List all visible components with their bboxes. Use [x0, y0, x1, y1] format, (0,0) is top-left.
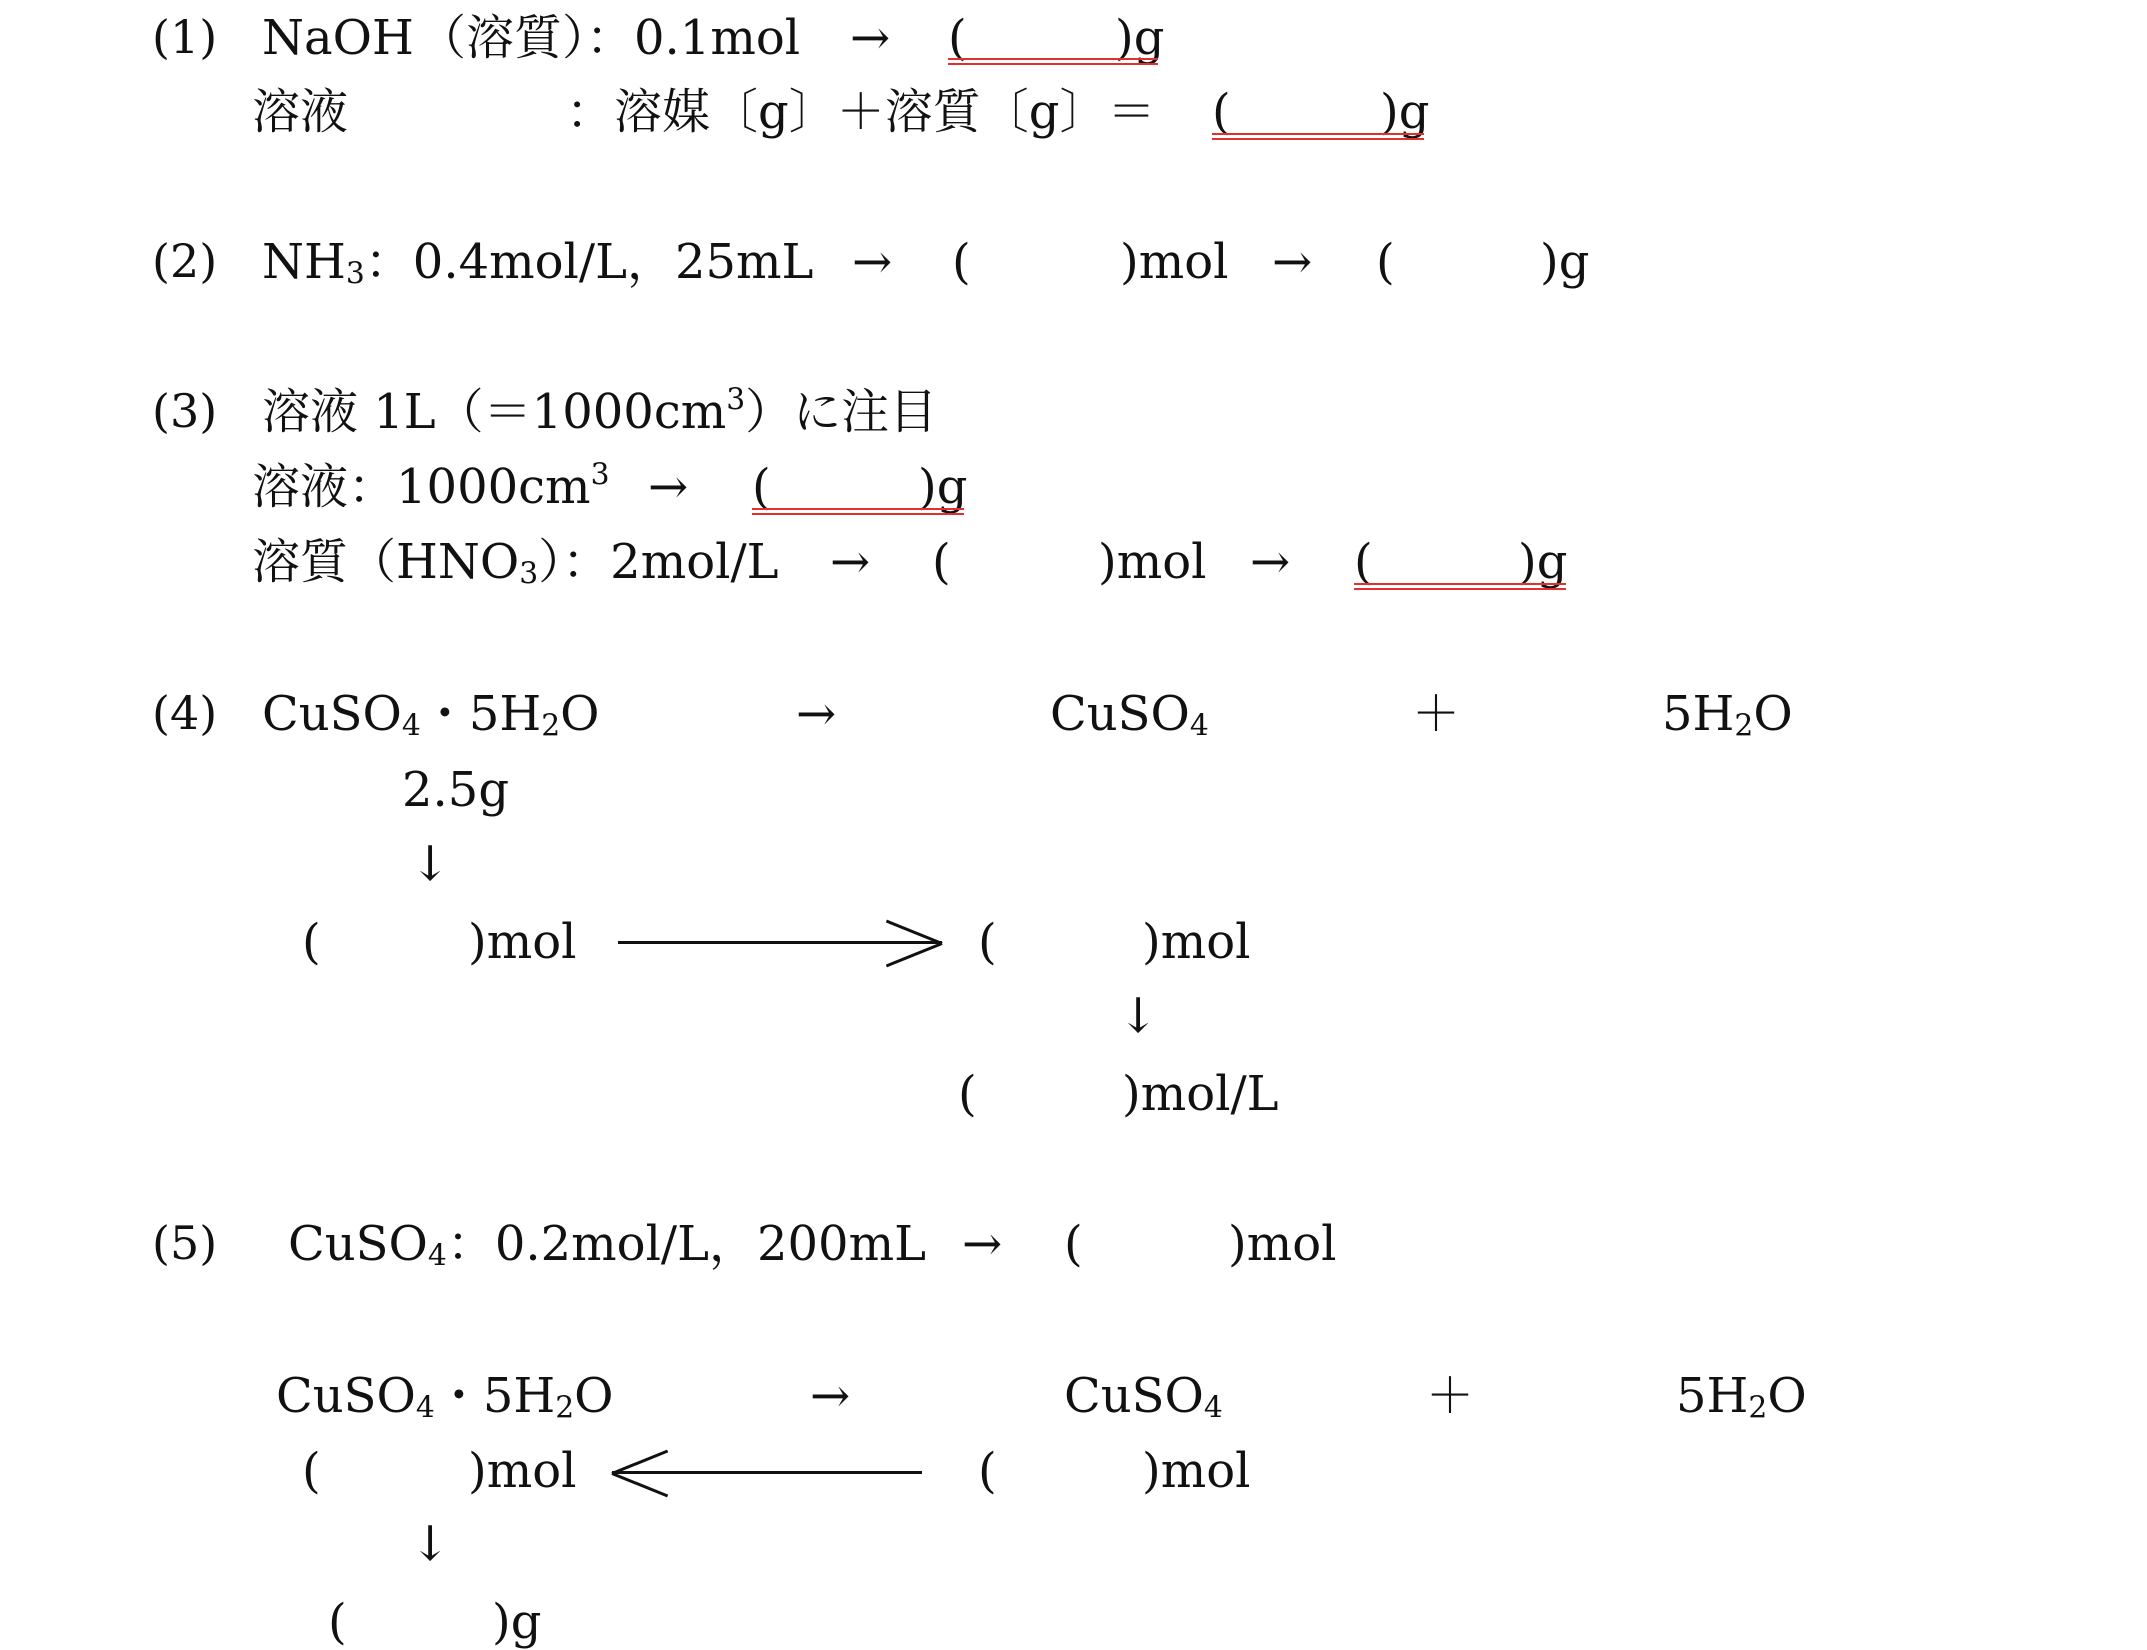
arrow: → [852, 234, 893, 290]
blank-close-unit: )mol [468, 914, 577, 970]
subscript: 4 [427, 1238, 447, 1274]
question-number: (5) [152, 1216, 218, 1270]
blank-close-unit: )g [1540, 234, 1590, 290]
solute-text: 溶質（HNO [252, 534, 520, 590]
arrow: → [962, 1216, 1003, 1272]
product-5h2o [1662, 686, 1793, 744]
subscript: 2 [1748, 1390, 1768, 1426]
blank-close-unit: )mol [1142, 1443, 1251, 1499]
mass-sum-expression: ：溶媒〔g〕＋溶質〔g〕＝ [566, 84, 1156, 140]
blank-open: ( [932, 534, 951, 590]
formula-part: CuSO [288, 1216, 428, 1272]
answer-underline [752, 508, 964, 515]
plus-sign: ＋ [1412, 686, 1461, 742]
formula-part: CuSO [1050, 686, 1190, 742]
blank-open: ( [978, 914, 997, 970]
answer-underline [1212, 133, 1424, 140]
formula-part: CuSO [276, 1368, 416, 1424]
arrow: → [1250, 534, 1291, 590]
cuso4-solution [288, 1216, 926, 1274]
given-mass: 2.5g [402, 762, 510, 818]
blank-open: ( [1212, 84, 1231, 140]
left-arrow-line [612, 1471, 922, 1474]
formula-nh3 [262, 234, 814, 292]
product-cuso4 [1050, 686, 1209, 744]
reactant-cuso4-5h2o [262, 686, 600, 744]
formula-part: O [560, 686, 600, 742]
blank-close-unit: )mol/L [1122, 1066, 1279, 1122]
blank-close-unit: )mol [1142, 914, 1251, 970]
intro-text-end: ）に注目 [745, 384, 938, 440]
formula-part: 5H [1676, 1368, 1749, 1424]
reaction-arrow: → [796, 686, 837, 742]
subscript: 4 [1189, 708, 1209, 744]
blank-close-unit: )mol [468, 1443, 577, 1499]
answer-underline [948, 58, 1158, 65]
blank-open: ( [302, 1443, 321, 1499]
formula-part: 5H [1662, 686, 1735, 742]
formula-part: ・5H [434, 1368, 556, 1424]
subscript: 4 [1203, 1390, 1223, 1426]
blank-open: ( [1064, 1216, 1083, 1272]
right-arrow-line [618, 941, 942, 944]
blank-close-unit: )g [492, 1594, 542, 1650]
formula-main: NH [262, 234, 346, 290]
solute-amount: （溶質）：0.1mol [418, 10, 801, 66]
solution-label: 溶液 [252, 84, 349, 140]
concentration-volume: ：0.2mol/L，200mL [446, 1216, 926, 1272]
blank-open: ( [328, 1594, 347, 1650]
blank-close-unit: )g [918, 459, 968, 515]
formula-part: CuSO [1064, 1368, 1204, 1424]
formula-naoh: NaOH [262, 10, 414, 66]
product-5h2o [1676, 1368, 1807, 1426]
blank-open: ( [948, 10, 967, 66]
blank-close-unit: )mol [1120, 234, 1229, 290]
formula-part: O [574, 1368, 614, 1424]
intro-text: 溶液 1L（＝1000cm [262, 384, 727, 440]
product-cuso4 [1064, 1368, 1223, 1426]
solution-volume-text: 溶液：1000cm [252, 459, 591, 515]
formula-part: O [1767, 1368, 1807, 1424]
arrow: → [1272, 234, 1313, 290]
subscript: 3 [345, 256, 365, 292]
blank-open: ( [952, 234, 971, 290]
superscript: 3 [590, 457, 610, 493]
superscript: 3 [726, 382, 746, 418]
blank-open: ( [978, 1443, 997, 1499]
arrow: → [830, 534, 871, 590]
blank-open: ( [1376, 234, 1395, 290]
formula-part: CuSO [262, 686, 402, 742]
reaction-arrow: → [810, 1368, 851, 1424]
subscript: 3 [519, 556, 539, 592]
subscript: 4 [415, 1390, 435, 1426]
arrow: → [648, 459, 689, 515]
question-number: (2) [152, 234, 218, 288]
blank-open: ( [752, 459, 771, 515]
answer-underline [1354, 583, 1566, 590]
arrow: → [850, 10, 891, 66]
blank-close-unit: )mol [1098, 534, 1207, 590]
plus-sign: ＋ [1426, 1368, 1475, 1424]
blank-close-unit: )g [1518, 534, 1568, 590]
reactant-cuso4-5h2o [276, 1368, 614, 1426]
subscript: 2 [541, 708, 561, 744]
blank-open: ( [958, 1066, 977, 1122]
subscript: 4 [401, 708, 421, 744]
subscript: 2 [555, 1390, 575, 1426]
down-arrow: ↓ [1118, 988, 1159, 1044]
question-number: (1) [152, 10, 218, 64]
question-number: (3) [152, 384, 218, 438]
blank-close-unit: )mol [1228, 1216, 1337, 1272]
formula-part: ・5H [420, 686, 542, 742]
formula-part: O [1753, 686, 1793, 742]
blank-close-unit: )g [1115, 10, 1165, 66]
solute-hno3 [252, 534, 779, 592]
blank-open: ( [302, 914, 321, 970]
down-arrow: ↓ [410, 836, 451, 892]
subscript: 2 [1734, 708, 1754, 744]
focus-statement [262, 382, 938, 440]
concentration-volume: ：0.4mol/L，25mL [364, 234, 814, 290]
down-arrow: ↓ [410, 1516, 451, 1572]
question-number: (4) [152, 686, 218, 740]
solution-volume [252, 457, 610, 515]
blank-close-unit: )g [1380, 84, 1430, 140]
solute-concentration: ）：2mol/L [538, 534, 779, 590]
blank-open: ( [1354, 534, 1373, 590]
